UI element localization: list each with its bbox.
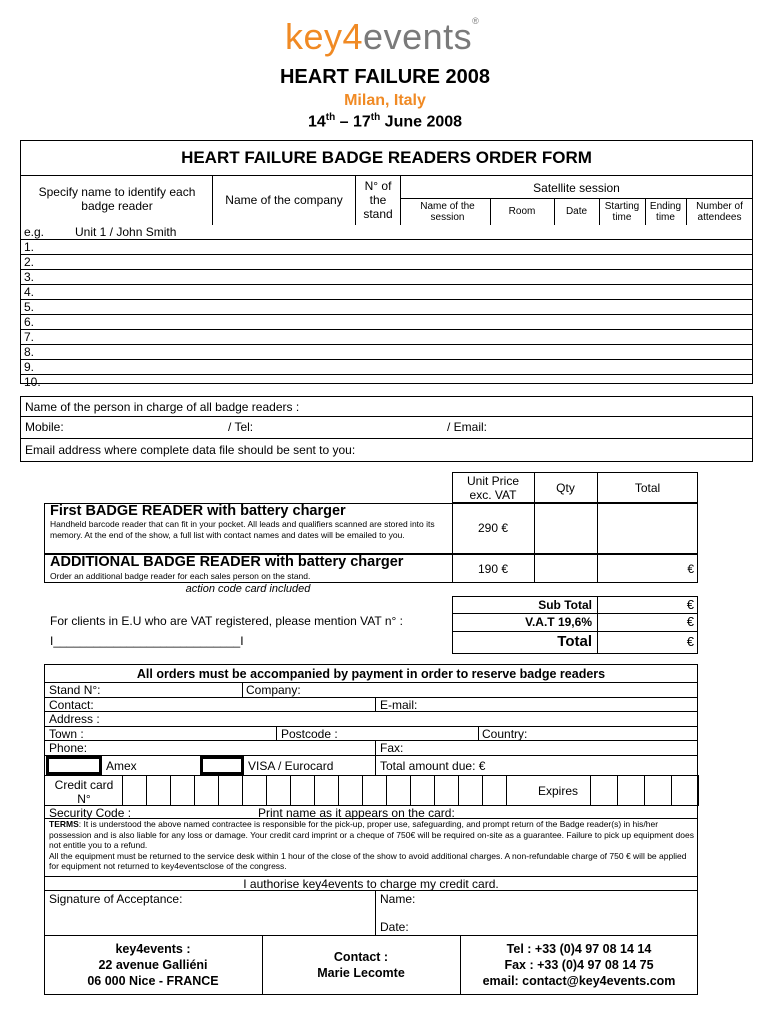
logo-registered: ® — [472, 16, 480, 26]
footer-company: key4events : — [115, 942, 191, 956]
footer-address — [44, 941, 262, 989]
person-in-charge-label: Name of the person in charge of all badge readers : — [25, 400, 300, 414]
terms-label: TERMS — [49, 819, 79, 829]
expiry-digit-cell[interactable] — [590, 775, 618, 806]
vat-number-field[interactable]: I____________________________I — [50, 634, 244, 648]
col-room: Room — [508, 206, 536, 217]
card-digit-cell[interactable] — [458, 775, 483, 806]
grand-total-label: Total — [557, 633, 592, 650]
additional-reader-total[interactable]: € — [687, 562, 694, 576]
vat-registration-note: For clients in E.U who are VAT registered, please mention VAT n° : — [50, 614, 403, 628]
example-value: Unit 1 / John Smith — [75, 225, 177, 239]
footer-fax: Fax : +33 (0)4 97 08 14 75 — [504, 958, 654, 972]
form-title: HEART FAILURE BADGE READERS ORDER FORM — [181, 148, 592, 167]
badge-row-label: 1. — [24, 240, 35, 254]
additional-reader-qty[interactable] — [536, 556, 595, 581]
name-label: Name: — [380, 892, 416, 906]
date-label: Date: — [380, 920, 409, 934]
town-label: Town : — [49, 727, 84, 741]
qty-header: Qty — [556, 481, 575, 495]
col-stand-header: N° of the stand — [363, 179, 393, 221]
vat-label: V.A.T 19,6% — [525, 615, 592, 629]
subtotal-value[interactable]: € — [686, 597, 694, 612]
data-email-field[interactable] — [385, 440, 750, 460]
event-dates: 14th – 17th June 2008 — [307, 112, 463, 131]
signature-label: Signature of Acceptance: — [49, 892, 183, 906]
tel-label: / Tel: — [228, 420, 254, 434]
col-session-name: Name of the session — [420, 201, 475, 223]
card-digit-cell[interactable] — [314, 775, 339, 806]
badge-row-field[interactable] — [50, 285, 750, 299]
tel-field[interactable] — [265, 418, 445, 436]
badge-row-field[interactable] — [50, 270, 750, 284]
card-digit-cell[interactable] — [242, 775, 267, 806]
security-code-label: Security Code : — [49, 806, 132, 820]
badge-row-field[interactable] — [50, 300, 750, 314]
footer-contact — [262, 949, 460, 981]
card-digit-cell[interactable] — [146, 775, 171, 806]
badge-row-field[interactable] — [50, 360, 750, 374]
col-date: Date — [565, 206, 588, 217]
col-end-time: Ending time — [649, 201, 682, 223]
logo-events: events — [363, 16, 473, 57]
col-badge-name-header: Specify name to identify each badge reader — [38, 185, 196, 213]
visa-label: VISA / Eurocard — [248, 759, 334, 773]
email-label: / Email: — [447, 420, 488, 434]
grand-total-value[interactable]: € — [686, 634, 694, 649]
badge-row-field[interactable] — [50, 240, 750, 254]
footer-tel: Tel : +33 (0)4 97 08 14 14 — [506, 942, 652, 956]
additional-reader-price: 190 € — [477, 562, 509, 576]
phone-label: Phone: — [49, 741, 88, 755]
country-label: Country: — [482, 727, 528, 741]
first-reader-total[interactable] — [599, 505, 696, 552]
expiry-digit-cell[interactable] — [644, 775, 672, 806]
credit-card-label: Credit card N° — [54, 778, 114, 806]
col-attendees: Number of attendees — [696, 201, 743, 223]
stand-label: Stand N°: — [49, 683, 101, 697]
footer-phones — [460, 941, 698, 989]
total-due-label: Total amount due: € — [380, 759, 486, 773]
card-digit-cell[interactable] — [362, 775, 387, 806]
mobile-label: Mobile: — [25, 420, 64, 434]
card-digit-cell[interactable] — [122, 775, 147, 806]
logo — [285, 16, 479, 58]
col-start-time: Starting time — [604, 201, 640, 223]
badge-row-label: 6. — [24, 315, 35, 329]
footer-contact-name: Marie Lecomte — [317, 966, 405, 980]
person-in-charge-field[interactable] — [325, 398, 750, 414]
card-digit-cell[interactable] — [170, 775, 195, 806]
col-company-header: Name of the company — [225, 193, 343, 207]
badge-row-label: 3. — [24, 270, 35, 284]
card-digit-cell[interactable] — [386, 775, 411, 806]
email-field[interactable] — [495, 418, 750, 436]
footer-street: 22 avenue Galliéni — [98, 958, 208, 972]
first-reader-desc: Handheld barcode reader that can fit in your pocket. All leads and qualifiers scanned are stored into its memory. At the end of the show, a full list with contact names and dates will be emailed to you. — [50, 519, 435, 540]
card-digit-cell[interactable] — [218, 775, 243, 806]
badge-row-field[interactable] — [50, 345, 750, 359]
expiry-digit-cell[interactable] — [671, 775, 699, 806]
card-digit-cell[interactable] — [482, 775, 507, 806]
terms-text: TERMS: It is understood the above named contractee is responsible for the pick-up, proper use, safeguarding, and prompt return of the Badge reader(s) in his/her possession and is also liable for any loss or damage. Your credit card imprint or a cheque of 750€ will be required on-site as a guarantee. Failure to pick up equipment does not entitle you to a refund. All the equipment must be returned to the service desk within 1 hour of the close of the show to avoid additional charges. A non-refundable charge of 750 € will be applied for equipment not returned to key4eventsclose of the congress. — [49, 819, 694, 871]
address-label: Address : — [49, 712, 100, 726]
print-name-label: Print name as it appears on the card: — [258, 806, 455, 820]
card-digit-cell[interactable] — [338, 775, 363, 806]
footer-city: 06 000 Nice - FRANCE — [87, 974, 219, 988]
badge-row-label: 7. — [24, 330, 35, 344]
amex-label: Amex — [106, 759, 137, 773]
satellite-header: Satellite session — [533, 181, 620, 195]
card-digit-cell[interactable] — [290, 775, 315, 806]
vat-value[interactable]: € — [686, 614, 694, 629]
amex-checkbox[interactable] — [46, 756, 102, 775]
payment-heading: All orders must be accompanied by payment in order to reserve badge readers — [136, 667, 606, 681]
badge-row-field[interactable] — [50, 315, 750, 329]
unit-price-header: Unit Price exc. VAT — [466, 474, 519, 502]
card-digit-cell[interactable] — [266, 775, 291, 806]
additional-reader-desc: Order an additional badge reader for each sales person on the stand. — [50, 571, 311, 581]
badge-row-label: 8. — [24, 345, 35, 359]
example-label: e.g. — [24, 225, 45, 239]
data-email-label: Email address where complete data file should be sent to you: — [25, 443, 356, 457]
badge-row-field[interactable] — [50, 375, 750, 389]
badge-row-label: 9. — [24, 360, 35, 374]
visa-checkbox[interactable] — [200, 756, 244, 775]
footer-contact-label: Contact : — [333, 950, 389, 964]
total-header: Total — [634, 481, 661, 495]
contact-label: Contact: — [49, 698, 94, 712]
additional-reader-title: ADDITIONAL BADGE READER with battery charger — [50, 554, 404, 570]
badge-row-label: 4. — [24, 285, 35, 299]
badge-row-label: 2. — [24, 255, 35, 269]
first-reader-price: 290 € — [477, 521, 509, 535]
first-reader-qty[interactable] — [536, 505, 595, 552]
fax-label: Fax: — [380, 741, 404, 755]
first-reader-title: First BADGE READER with battery charger — [50, 503, 346, 519]
card-digit-cell[interactable] — [410, 775, 435, 806]
logo-key4: key4 — [285, 16, 364, 57]
payment-email-label: E-mail: — [380, 698, 418, 712]
event-city: Milan, Italy — [344, 92, 426, 109]
expires-label: Expires — [538, 784, 579, 798]
expiry-digit-cell[interactable] — [617, 775, 645, 806]
signature-field[interactable] — [50, 906, 370, 933]
subtotal-label: Sub Total — [538, 598, 592, 612]
footer-email[interactable]: email: contact@key4events.com — [482, 974, 676, 988]
badge-row-label: 10. — [24, 375, 41, 389]
authorise-text: I authorise key4events to charge my credit card. — [243, 877, 499, 891]
badge-row-field[interactable] — [50, 255, 750, 269]
event-title: HEART FAILURE 2008 — [279, 66, 491, 88]
action-code-note: action code card included — [185, 583, 311, 595]
badge-row-label: 5. — [24, 300, 35, 314]
card-digit-cell[interactable] — [194, 775, 219, 806]
badge-row-field[interactable] — [50, 330, 750, 344]
mobile-field[interactable] — [75, 418, 225, 436]
card-digit-cell[interactable] — [434, 775, 459, 806]
postcode-label: Postcode : — [281, 727, 338, 741]
company-label: Company: — [246, 683, 301, 697]
